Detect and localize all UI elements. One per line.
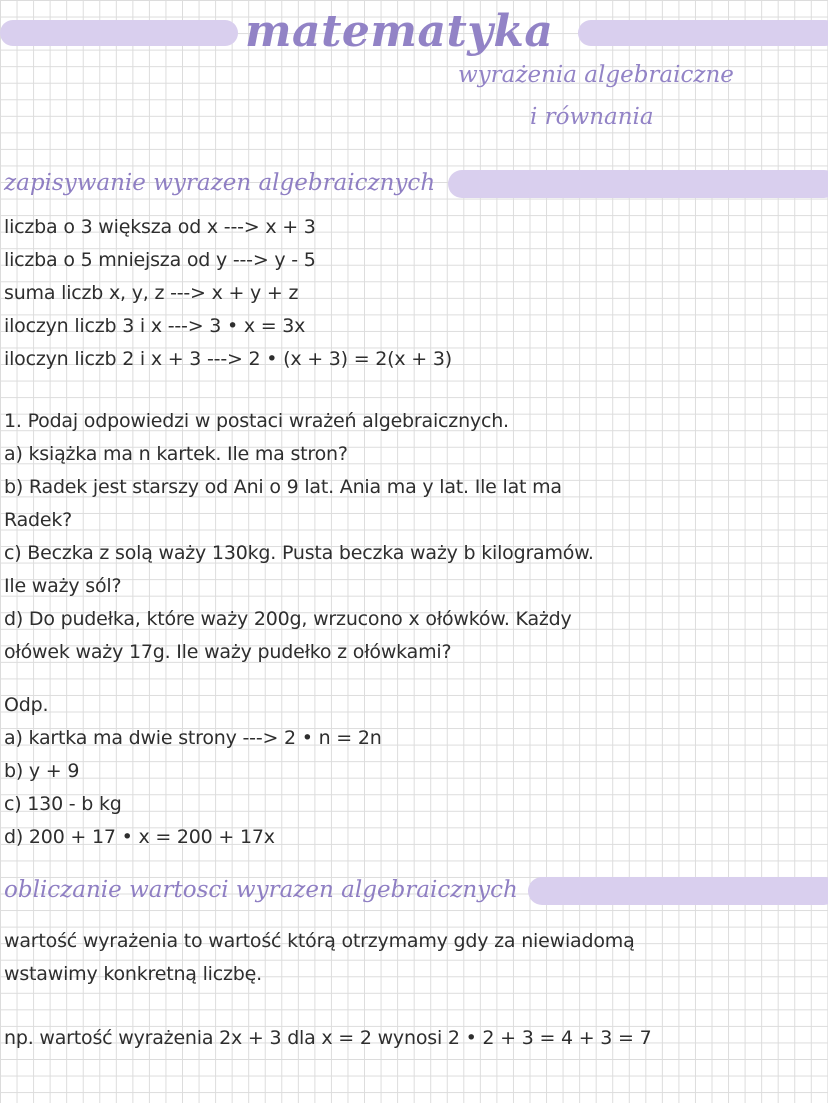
task-line: Ile waży sól?	[4, 575, 122, 597]
answer-line: Odp.	[4, 694, 49, 716]
answer-line: d) 200 + 17 • x = 200 + 17x	[4, 826, 275, 848]
definition-line: wstawimy konkretną liczbę.	[4, 963, 262, 985]
example-line: iloczyn liczb 3 i x ---> 3 • x = 3x	[4, 315, 306, 337]
example-line: suma liczb x, y, z ---> x + y + z	[4, 282, 299, 304]
answer-line: c) 130 - b kg	[4, 793, 122, 815]
answer-line: a) kartka ma dwie strony ---> 2 • n = 2n	[4, 727, 382, 749]
task-line: Radek?	[4, 509, 73, 531]
section1-heading: zapisywanie wyrazen algebraicznych	[4, 170, 436, 196]
answer-line: b) y + 9	[4, 760, 80, 782]
task-line: d) Do pudełka, które waży 200g, wrzucono x ołówków. Każdy	[4, 608, 572, 630]
title-bar-right	[578, 20, 828, 46]
example-calculation: np. wartość wyrażenia 2x + 3 dla x = 2 wynosi 2 • 2 + 3 = 4 + 3 = 7	[4, 1027, 652, 1049]
page-title: matematyka	[245, 6, 554, 57]
task-line: 1. Podaj odpowiedzi w postaci wrażeń algebraicznych.	[4, 410, 509, 432]
task-line: b) Radek jest starszy od Ani o 9 lat. Ania ma y lat. Ile lat ma	[4, 476, 562, 498]
example-line: liczba o 5 mniejsza od y ---> y - 5	[4, 249, 316, 271]
task-line: ołówek waży 17g. Ile waży pudełko z ołówkami?	[4, 641, 452, 663]
title-bar-left	[0, 20, 238, 46]
example-line: liczba o 3 większa od x ---> x + 3	[4, 216, 316, 238]
example-line: iloczyn liczb 2 i x + 3 ---> 2 • (x + 3) = 2(x + 3)	[4, 348, 452, 370]
section1-heading-bar	[448, 170, 828, 198]
page-subtitle-line1: wyrażenia algebraiczne	[458, 62, 734, 88]
definition-line: wartość wyrażenia to wartość którą otrzymamy gdy za niewiadomą	[4, 930, 635, 952]
section2-heading: obliczanie wartosci wyrazen algebraicznych	[4, 877, 518, 903]
task-line: c) Beczka z solą waży 130kg. Pusta beczka waży b kilogramów.	[4, 542, 594, 564]
section2-heading-bar	[528, 877, 828, 905]
page-subtitle-line2: i równania	[530, 104, 654, 130]
task-line: a) książka ma n kartek. Ile ma stron?	[4, 443, 348, 465]
